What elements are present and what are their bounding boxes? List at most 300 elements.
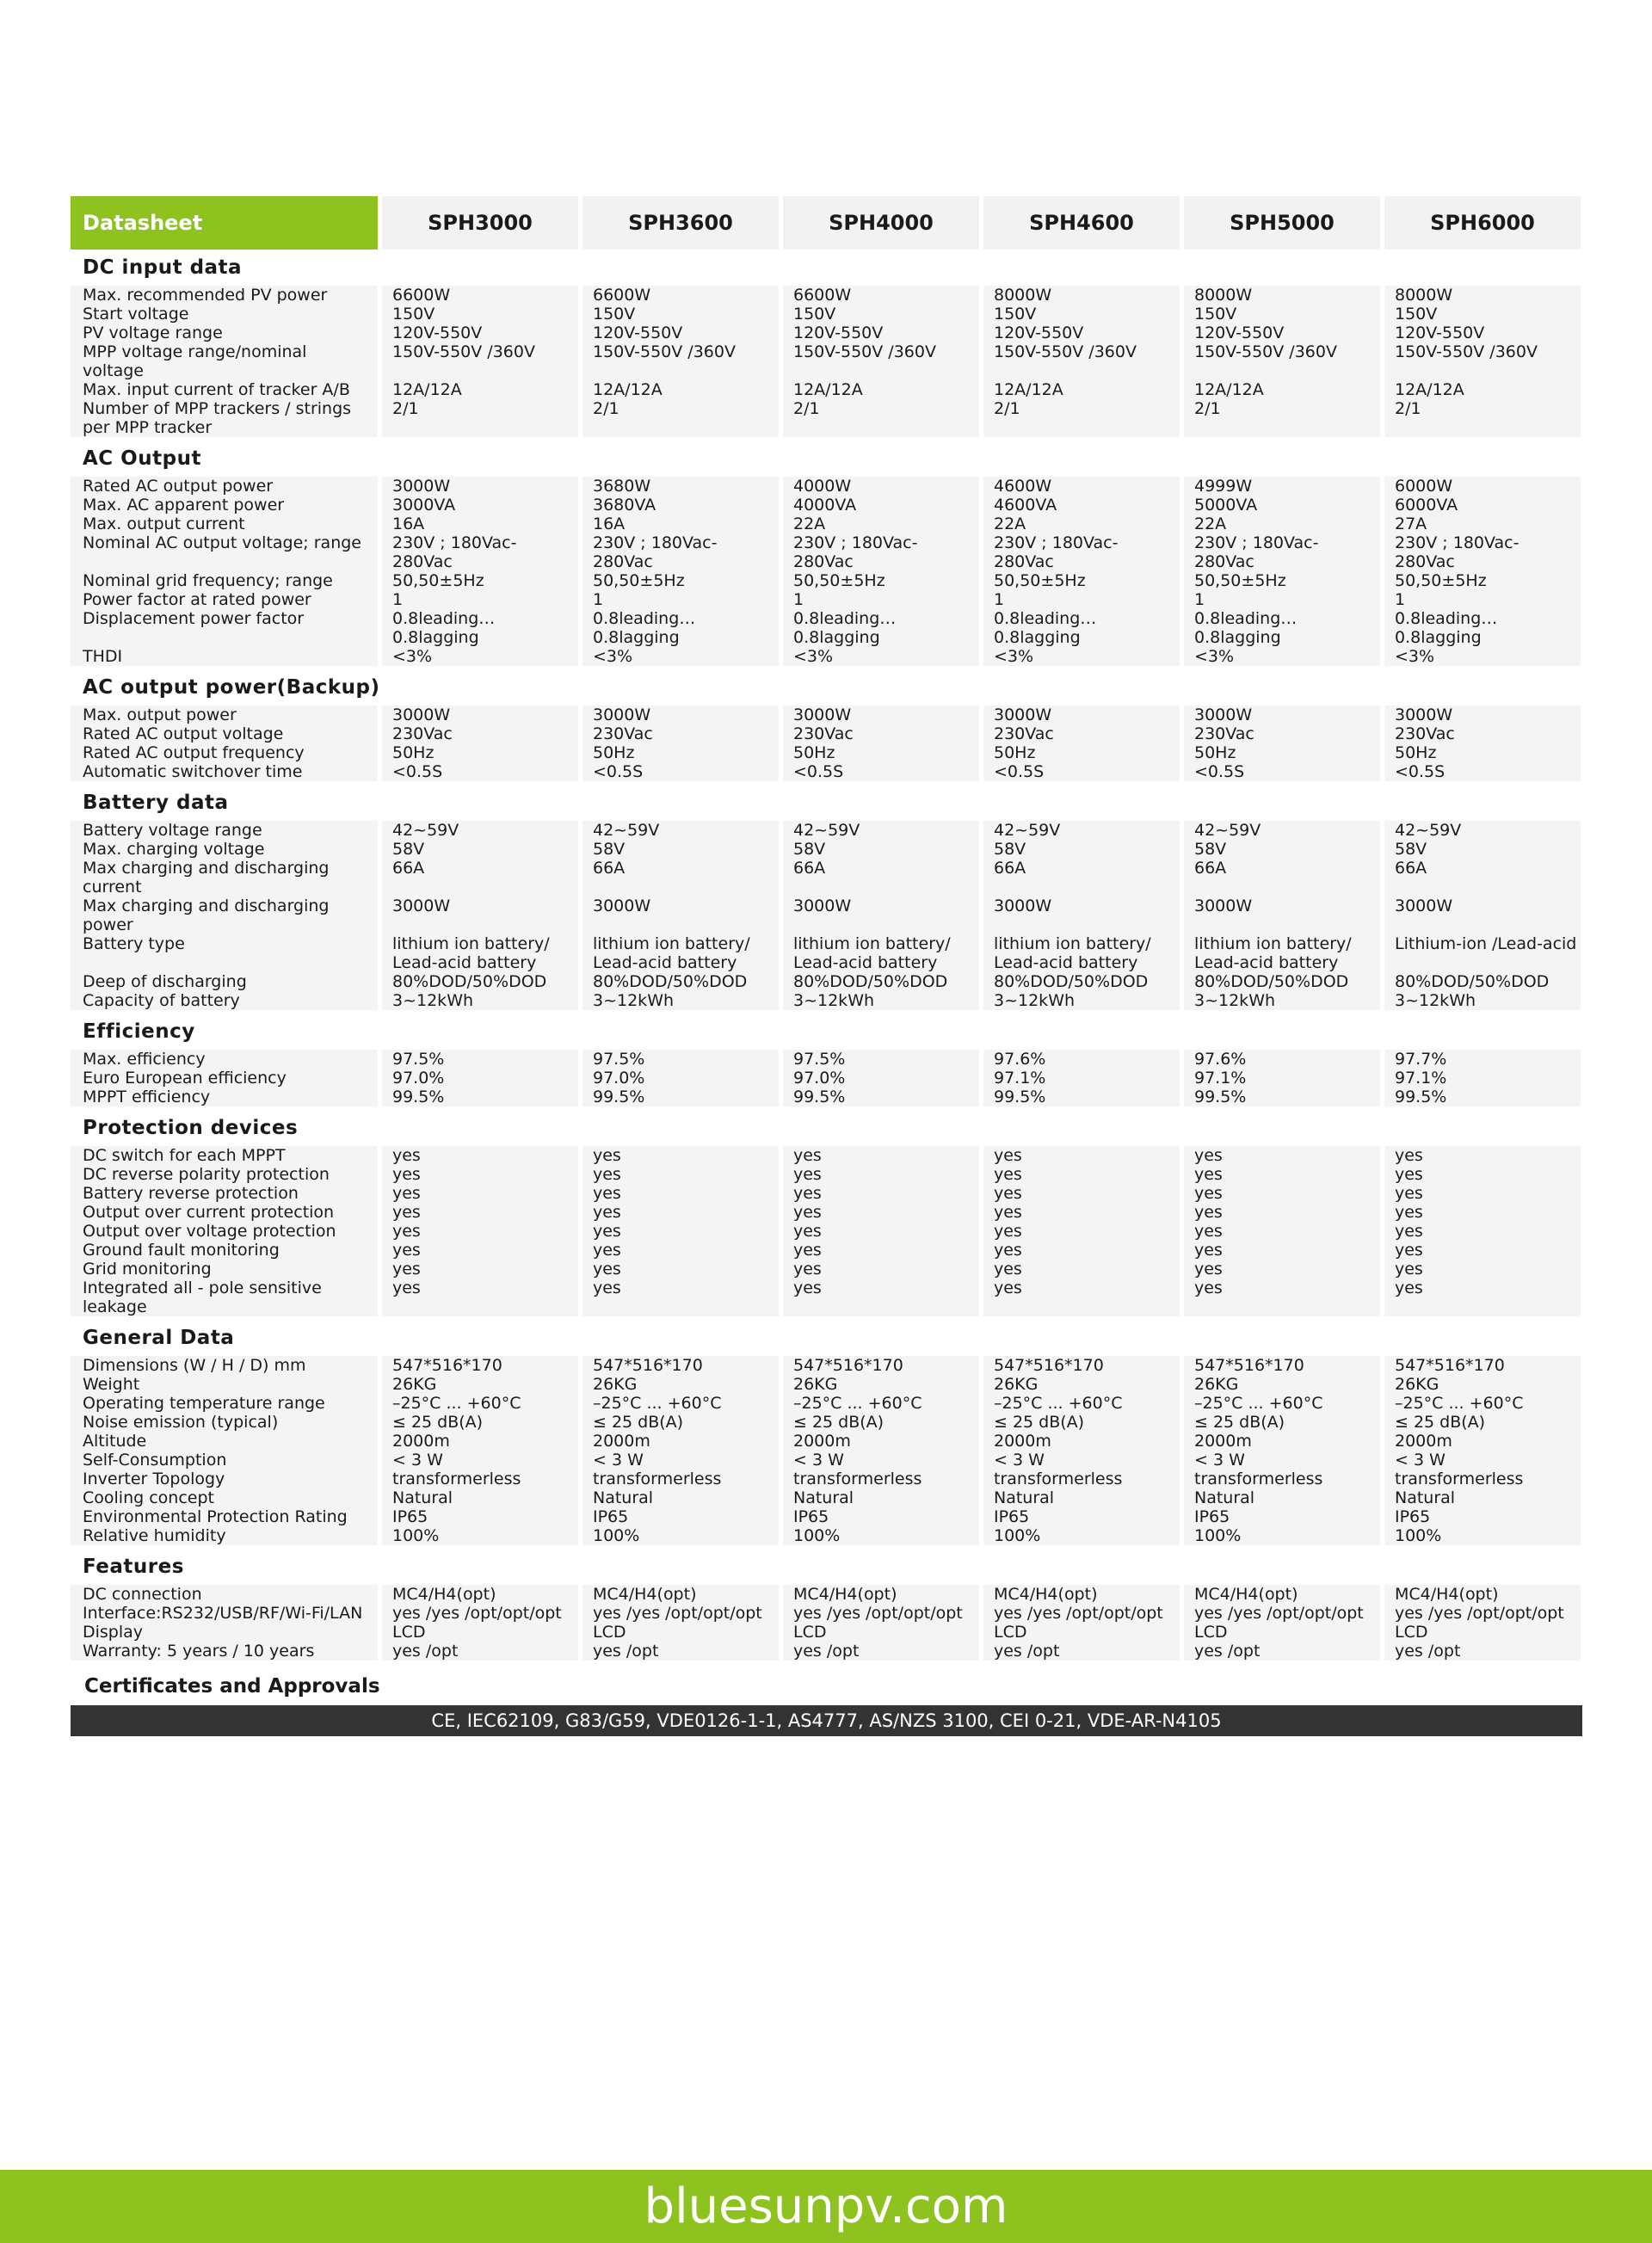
- spec-label: Battery reverse protection: [71, 1184, 378, 1203]
- spec-label: MPPT efficiency: [71, 1088, 378, 1106]
- spec-value: 97.1%: [1384, 1069, 1581, 1088]
- spec-value: IP65: [983, 1507, 1180, 1526]
- spec-row: [71, 571, 1582, 590]
- spec-label: Max charging and discharging current: [71, 859, 378, 897]
- model-header: SPH3600: [583, 196, 779, 250]
- section-title: DC input data: [83, 256, 243, 279]
- spec-value: 150V-550V /360V: [583, 342, 779, 380]
- spec-value: 3000W: [983, 706, 1180, 724]
- spec-row: [71, 1604, 1582, 1623]
- spec-value: yes: [1384, 1203, 1581, 1222]
- spec-value: 97.6%: [983, 1050, 1180, 1069]
- spec-label: Max charging and discharging power: [71, 897, 378, 934]
- spec-value: 99.5%: [1184, 1088, 1380, 1106]
- spec-value: 230Vac: [783, 724, 979, 743]
- spec-value: yes /opt: [583, 1642, 779, 1661]
- spec-value: <0.5S: [1184, 762, 1380, 781]
- spec-value: 1: [983, 590, 1180, 609]
- spec-row: [71, 724, 1582, 743]
- spec-value: 50Hz: [1184, 743, 1380, 762]
- spec-value: 150V-550V /360V: [783, 342, 979, 380]
- spec-value: ≤ 25 dB(A): [783, 1413, 979, 1432]
- spec-label: Nominal AC output voltage; range: [71, 533, 378, 571]
- spec-value: IP65: [583, 1507, 779, 1526]
- spec-value: 8000W: [1384, 286, 1581, 305]
- spec-value: 150V: [583, 305, 779, 324]
- spec-value: 97.5%: [382, 1050, 578, 1069]
- spec-value: 120V-550V: [1384, 324, 1581, 342]
- section-rows: [71, 1356, 1582, 1545]
- spec-value: yes: [382, 1222, 578, 1241]
- spec-value: yes: [583, 1279, 779, 1316]
- spec-value: 50Hz: [983, 743, 1180, 762]
- spec-label: Altitude: [71, 1432, 378, 1451]
- spec-value: < 3 W: [1384, 1451, 1581, 1470]
- spec-value: 22A: [983, 515, 1180, 533]
- spec-value: IP65: [1384, 1507, 1581, 1526]
- section-rows: [71, 821, 1582, 1010]
- spec-value: 97.6%: [1184, 1050, 1380, 1069]
- spec-value: yes /opt: [783, 1642, 979, 1661]
- spec-section: [71, 250, 1582, 437]
- spec-value: 80%DOD/50%DOD: [382, 972, 578, 991]
- spec-row: [71, 934, 1582, 972]
- spec-label: Power factor at rated power: [71, 590, 378, 609]
- spec-value: ≤ 25 dB(A): [983, 1413, 1180, 1432]
- spec-row: [71, 1069, 1582, 1088]
- spec-value: Natural: [783, 1488, 979, 1507]
- spec-row: [71, 1203, 1582, 1222]
- spec-value: 547*516*170: [382, 1356, 578, 1375]
- spec-value: Lithium-ion /Lead-acid: [1384, 934, 1581, 972]
- spec-value: yes: [1184, 1203, 1380, 1222]
- spec-value: yes: [1384, 1279, 1581, 1316]
- spec-value: 99.5%: [382, 1088, 578, 1106]
- spec-value: 2/1: [783, 399, 979, 437]
- spec-label: Max. output current: [71, 515, 378, 533]
- spec-row: [71, 1184, 1582, 1203]
- spec-value: MC4/H4(opt): [1384, 1585, 1581, 1604]
- spec-value: <0.5S: [983, 762, 1180, 781]
- spec-value: 4600W: [983, 477, 1180, 496]
- spec-value: 100%: [1184, 1526, 1380, 1545]
- spec-value: –25°C ... +60°C: [1184, 1394, 1380, 1413]
- spec-value: transformerless: [1184, 1470, 1380, 1488]
- spec-value: 26KG: [783, 1375, 979, 1394]
- spec-value: 22A: [783, 515, 979, 533]
- spec-value: 547*516*170: [583, 1356, 779, 1375]
- spec-value: <3%: [1384, 647, 1581, 666]
- spec-value: 2000m: [983, 1432, 1180, 1451]
- spec-value: 26KG: [382, 1375, 578, 1394]
- spec-value: 4000W: [783, 477, 979, 496]
- spec-row: [71, 821, 1582, 840]
- model-header: SPH6000: [1384, 196, 1581, 250]
- spec-value: 6600W: [382, 286, 578, 305]
- spec-label: Rated AC output power: [71, 477, 378, 496]
- spec-label: DC connection: [71, 1585, 378, 1604]
- spec-label: Warranty: 5 years / 10 years: [71, 1642, 378, 1661]
- spec-value: 26KG: [1384, 1375, 1581, 1394]
- spec-value: yes: [1384, 1241, 1581, 1260]
- spec-value: 26KG: [583, 1375, 779, 1394]
- spec-value: 99.5%: [583, 1088, 779, 1106]
- spec-value: yes: [1384, 1184, 1581, 1203]
- spec-value: –25°C ... +60°C: [1384, 1394, 1581, 1413]
- spec-value: 50Hz: [1384, 743, 1581, 762]
- spec-value: yes: [783, 1260, 979, 1279]
- spec-row: [71, 762, 1582, 781]
- spec-label: Max. efficiency: [71, 1050, 378, 1069]
- spec-value: 26KG: [983, 1375, 1180, 1394]
- spec-value: <3%: [1184, 647, 1380, 666]
- section-title: AC output power(Backup): [83, 676, 380, 699]
- spec-section: [71, 785, 1582, 1010]
- spec-row: [71, 1585, 1582, 1604]
- spec-value: 12A/12A: [783, 380, 979, 399]
- spec-value: yes: [983, 1241, 1180, 1260]
- spec-label: Max. charging voltage: [71, 840, 378, 859]
- spec-value: 12A/12A: [583, 380, 779, 399]
- spec-value: 3000W: [583, 706, 779, 724]
- spec-value: lithium ion battery/ Lead-acid battery: [1184, 934, 1380, 972]
- spec-value: 230Vac: [583, 724, 779, 743]
- spec-label: Start voltage: [71, 305, 378, 324]
- spec-value: <0.5S: [382, 762, 578, 781]
- spec-value: Natural: [983, 1488, 1180, 1507]
- spec-value: 80%DOD/50%DOD: [983, 972, 1180, 991]
- section-title: Protection devices: [83, 1117, 299, 1139]
- spec-value: yes: [783, 1203, 979, 1222]
- spec-value: 66A: [583, 859, 779, 897]
- spec-value: 42~59V: [1184, 821, 1380, 840]
- spec-value: LCD: [983, 1623, 1180, 1642]
- section-title: Battery data: [83, 792, 229, 814]
- spec-value: 230V ; 180Vac-280Vac: [1184, 533, 1380, 571]
- spec-value: 120V-550V: [382, 324, 578, 342]
- spec-value: 100%: [382, 1526, 578, 1545]
- spec-label: Display: [71, 1623, 378, 1642]
- spec-value: 230V ; 180Vac-280Vac: [983, 533, 1180, 571]
- spec-row: [71, 477, 1582, 496]
- spec-value: 6600W: [583, 286, 779, 305]
- spec-value: 547*516*170: [1184, 1356, 1380, 1375]
- spec-value: 80%DOD/50%DOD: [1384, 972, 1581, 991]
- spec-value: yes: [1384, 1260, 1581, 1279]
- spec-value: <3%: [783, 647, 979, 666]
- spec-label: Relative humidity: [71, 1526, 378, 1545]
- spec-value: 6600W: [783, 286, 979, 305]
- spec-value: 50,50±5Hz: [1184, 571, 1380, 590]
- spec-value: IP65: [783, 1507, 979, 1526]
- datasheet-table: [71, 196, 1582, 1736]
- spec-value: MC4/H4(opt): [1184, 1585, 1380, 1604]
- spec-value: 5000VA: [1184, 496, 1380, 515]
- spec-value: yes: [583, 1184, 779, 1203]
- spec-value: yes: [1184, 1222, 1380, 1241]
- spec-value: 4999W: [1184, 477, 1380, 496]
- spec-value: 3000W: [382, 477, 578, 496]
- spec-value: 120V-550V: [783, 324, 979, 342]
- spec-value: 100%: [983, 1526, 1180, 1545]
- spec-value: transformerless: [783, 1470, 979, 1488]
- spec-sections: [71, 250, 1582, 1661]
- spec-label: Displacement power factor: [71, 609, 378, 647]
- spec-value: 2/1: [1184, 399, 1380, 437]
- spec-row: [71, 1488, 1582, 1507]
- spec-value: yes: [583, 1241, 779, 1260]
- certificates-bar: [71, 1705, 1582, 1736]
- spec-row: [71, 1526, 1582, 1545]
- spec-row: [71, 305, 1582, 324]
- model-header: SPH5000: [1184, 196, 1380, 250]
- spec-value: 3000VA: [382, 496, 578, 515]
- spec-row: [71, 1241, 1582, 1260]
- spec-value: lithium ion battery/ Lead-acid battery: [983, 934, 1180, 972]
- spec-row: [71, 1507, 1582, 1526]
- spec-label: Weight: [71, 1375, 378, 1394]
- spec-value: yes: [382, 1184, 578, 1203]
- spec-value: yes: [783, 1146, 979, 1165]
- spec-value: LCD: [382, 1623, 578, 1642]
- spec-section: [71, 1014, 1582, 1106]
- spec-label: Automatic switchover time: [71, 762, 378, 781]
- spec-label: Euro European efficiency: [71, 1069, 378, 1088]
- spec-value: 66A: [983, 859, 1180, 897]
- spec-value: yes /yes /opt/opt/opt: [783, 1604, 979, 1623]
- spec-value: yes /yes /opt/opt/opt: [1384, 1604, 1581, 1623]
- spec-value: MC4/H4(opt): [382, 1585, 578, 1604]
- spec-value: MC4/H4(opt): [783, 1585, 979, 1604]
- spec-row: [71, 1451, 1582, 1470]
- spec-value: yes: [583, 1165, 779, 1184]
- spec-value: 150V-550V /360V: [983, 342, 1180, 380]
- spec-value: 230V ; 180Vac-280Vac: [382, 533, 578, 571]
- section-title: Efficiency: [83, 1020, 195, 1043]
- section-title: Features: [83, 1556, 184, 1578]
- spec-value: MC4/H4(opt): [583, 1585, 779, 1604]
- spec-value: 3~12kWh: [1384, 991, 1581, 1010]
- spec-value: 100%: [1384, 1526, 1581, 1545]
- spec-value: 26KG: [1184, 1375, 1380, 1394]
- spec-value: yes: [1184, 1184, 1380, 1203]
- spec-label: Grid monitoring: [71, 1260, 378, 1279]
- spec-value: < 3 W: [583, 1451, 779, 1470]
- spec-value: <0.5S: [783, 762, 979, 781]
- spec-value: yes: [1384, 1165, 1581, 1184]
- spec-value: yes: [983, 1146, 1180, 1165]
- spec-label: Output over current protection: [71, 1203, 378, 1222]
- spec-value: 0.8leading…0.8lagging: [1384, 609, 1581, 647]
- spec-value: 66A: [1184, 859, 1380, 897]
- spec-value: yes /opt: [382, 1642, 578, 1661]
- spec-value: 3~12kWh: [583, 991, 779, 1010]
- spec-value: 97.1%: [1184, 1069, 1380, 1088]
- section-rows: [71, 706, 1582, 781]
- spec-value: transformerless: [1384, 1470, 1581, 1488]
- section-rows: [71, 1585, 1582, 1661]
- certificates-text: CE, IEC62109, G83/G59, VDE0126-1-1, AS4777, AS/NZS 3100, CEI 0-21, VDE-AR-N4105: [431, 1710, 1222, 1731]
- spec-value: 1: [1184, 590, 1380, 609]
- spec-value: yes: [1384, 1222, 1581, 1241]
- spec-value: 3000W: [783, 706, 979, 724]
- spec-value: 230Vac: [1184, 724, 1380, 743]
- spec-value: lithium ion battery/ Lead-acid battery: [382, 934, 578, 972]
- spec-value: IP65: [1184, 1507, 1380, 1526]
- spec-value: 50Hz: [583, 743, 779, 762]
- spec-row: [71, 380, 1582, 399]
- spec-value: 50,50±5Hz: [583, 571, 779, 590]
- spec-value: lithium ion battery/ Lead-acid battery: [583, 934, 779, 972]
- spec-label: Deep of discharging: [71, 972, 378, 991]
- table-header: [71, 196, 1582, 250]
- spec-value: lithium ion battery/ Lead-acid battery: [783, 934, 979, 972]
- spec-row: [71, 1356, 1582, 1375]
- model-header: SPH3000: [382, 196, 578, 250]
- spec-value: 58V: [382, 840, 578, 859]
- spec-row: [71, 342, 1582, 380]
- spec-value: 80%DOD/50%DOD: [583, 972, 779, 991]
- spec-row: [71, 840, 1582, 859]
- spec-row: [71, 590, 1582, 609]
- spec-value: 4000VA: [783, 496, 979, 515]
- spec-value: 58V: [1184, 840, 1380, 859]
- spec-value: 3~12kWh: [1184, 991, 1380, 1010]
- spec-value: yes: [382, 1165, 578, 1184]
- spec-value: 99.5%: [1384, 1088, 1581, 1106]
- spec-value: 230V ; 180Vac-280Vac: [1384, 533, 1581, 571]
- spec-value: –25°C ... +60°C: [382, 1394, 578, 1413]
- spec-label: MPP voltage range/nominal voltage: [71, 342, 378, 380]
- spec-value: Natural: [1384, 1488, 1581, 1507]
- spec-value: transformerless: [583, 1470, 779, 1488]
- spec-value: 3680W: [583, 477, 779, 496]
- spec-value: <3%: [983, 647, 1180, 666]
- spec-value: 3~12kWh: [783, 991, 979, 1010]
- section-title: AC Output: [83, 447, 201, 470]
- spec-row: [71, 1260, 1582, 1279]
- spec-label: Cooling concept: [71, 1488, 378, 1507]
- spec-value: 100%: [783, 1526, 979, 1545]
- spec-value: <3%: [583, 647, 779, 666]
- spec-value: <0.5S: [1384, 762, 1581, 781]
- spec-label: Interface:RS232/USB/RF/Wi-Fi/LAN: [71, 1604, 378, 1623]
- spec-value: 0.8leading…0.8lagging: [382, 609, 578, 647]
- spec-value: yes: [983, 1260, 1180, 1279]
- spec-value: 1: [1384, 590, 1581, 609]
- spec-value: 27A: [1384, 515, 1581, 533]
- spec-value: ≤ 25 dB(A): [1384, 1413, 1581, 1432]
- spec-value: 97.0%: [382, 1069, 578, 1088]
- spec-label: Integrated all - pole sensitive leakage: [71, 1279, 378, 1316]
- spec-value: yes: [783, 1222, 979, 1241]
- spec-value: 150V: [382, 305, 578, 324]
- spec-value: 42~59V: [382, 821, 578, 840]
- spec-value: 3000W: [1184, 897, 1380, 934]
- spec-row: [71, 859, 1582, 897]
- spec-value: <0.5S: [583, 762, 779, 781]
- spec-value: 3000W: [583, 897, 779, 934]
- spec-row: [71, 897, 1582, 934]
- spec-label: Battery type: [71, 934, 378, 972]
- spec-value: 50,50±5Hz: [1384, 571, 1581, 590]
- spec-section: [71, 441, 1582, 666]
- spec-value: yes: [1184, 1146, 1380, 1165]
- spec-value: Natural: [382, 1488, 578, 1507]
- spec-value: 2/1: [583, 399, 779, 437]
- spec-value: transformerless: [983, 1470, 1180, 1488]
- spec-value: 2000m: [783, 1432, 979, 1451]
- spec-value: yes /yes /opt/opt/opt: [1184, 1604, 1380, 1623]
- spec-value: <3%: [382, 647, 578, 666]
- spec-value: 42~59V: [1384, 821, 1581, 840]
- spec-value: 22A: [1184, 515, 1380, 533]
- spec-value: –25°C ... +60°C: [983, 1394, 1180, 1413]
- spec-label: Dimensions (W / H / D) mm: [71, 1356, 378, 1375]
- spec-value: Natural: [1184, 1488, 1380, 1507]
- spec-value: 50,50±5Hz: [783, 571, 979, 590]
- spec-value: 2000m: [1184, 1432, 1380, 1451]
- spec-value: 547*516*170: [983, 1356, 1180, 1375]
- spec-label: Ground fault monitoring: [71, 1241, 378, 1260]
- spec-value: 50,50±5Hz: [983, 571, 1180, 590]
- spec-value: yes: [382, 1203, 578, 1222]
- spec-value: 58V: [783, 840, 979, 859]
- spec-value: 120V-550V: [1184, 324, 1380, 342]
- spec-row: [71, 991, 1582, 1010]
- spec-label: Rated AC output voltage: [71, 724, 378, 743]
- spec-value: 1: [583, 590, 779, 609]
- spec-value: 97.5%: [583, 1050, 779, 1069]
- spec-value: yes: [382, 1146, 578, 1165]
- spec-value: 3~12kWh: [983, 991, 1180, 1010]
- spec-label: Nominal grid frequency; range: [71, 571, 378, 590]
- spec-row: [71, 1394, 1582, 1413]
- spec-label: Rated AC output frequency: [71, 743, 378, 762]
- spec-value: yes: [983, 1203, 1180, 1222]
- spec-row: [71, 972, 1582, 991]
- spec-value: yes: [1384, 1146, 1581, 1165]
- spec-value: 150V: [783, 305, 979, 324]
- spec-value: yes: [583, 1260, 779, 1279]
- spec-value: 12A/12A: [983, 380, 1180, 399]
- spec-value: 80%DOD/50%DOD: [783, 972, 979, 991]
- spec-value: ≤ 25 dB(A): [382, 1413, 578, 1432]
- spec-value: yes: [783, 1165, 979, 1184]
- spec-value: 3~12kWh: [382, 991, 578, 1010]
- spec-section: [71, 1549, 1582, 1661]
- spec-row: [71, 1279, 1582, 1316]
- spec-value: 42~59V: [583, 821, 779, 840]
- spec-value: 3000W: [1384, 897, 1581, 934]
- spec-value: yes: [1184, 1165, 1380, 1184]
- spec-row: [71, 1642, 1582, 1661]
- spec-value: 66A: [783, 859, 979, 897]
- spec-row: [71, 1470, 1582, 1488]
- spec-value: 120V-550V: [583, 324, 779, 342]
- spec-value: 6000VA: [1384, 496, 1581, 515]
- spec-value: 16A: [583, 515, 779, 533]
- spec-value: 6000W: [1384, 477, 1581, 496]
- section-rows: [71, 1146, 1582, 1316]
- spec-value: 97.0%: [583, 1069, 779, 1088]
- spec-value: 0.8leading…0.8lagging: [783, 609, 979, 647]
- spec-value: yes /yes /opt/opt/opt: [983, 1604, 1180, 1623]
- spec-value: IP65: [382, 1507, 578, 1526]
- spec-value: yes: [1184, 1279, 1380, 1316]
- spec-value: 58V: [583, 840, 779, 859]
- spec-value: 3000W: [382, 706, 578, 724]
